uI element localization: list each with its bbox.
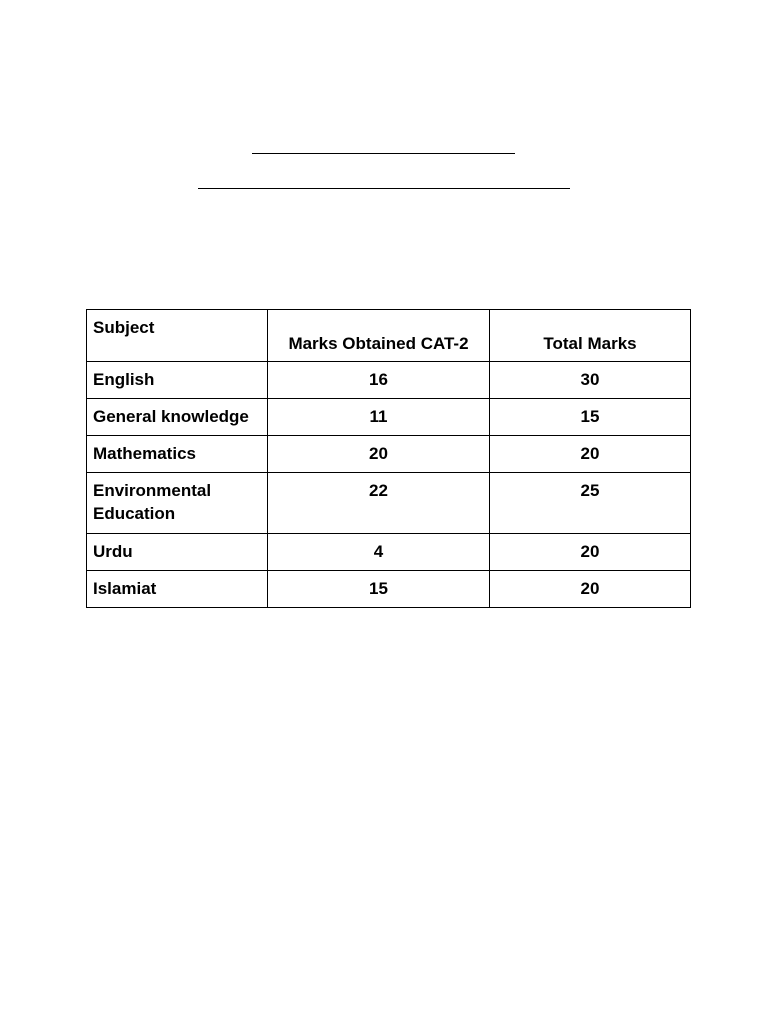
total-marks-cell: 20 [490,534,691,571]
total-marks-cell: 30 [490,362,691,399]
table-row [87,534,691,571]
table-row [87,362,691,399]
subject-cell: Environmental Education [87,473,268,534]
header-subject: Subject [87,310,268,362]
total-marks-cell: 25 [490,473,691,534]
total-marks-cell: 20 [490,436,691,473]
marks-obtained-cell: 22 [268,473,490,534]
total-marks-cell: 20 [490,571,691,608]
blank-subtitle-line [198,188,570,189]
marks-obtained-cell: 4 [268,534,490,571]
subject-cell: Mathematics [87,436,268,473]
table-row [87,399,691,436]
table-row [87,473,691,534]
table-row [87,436,691,473]
header-marks-obtained: Marks Obtained CAT-2 [268,310,490,362]
subject-cell: English [87,362,268,399]
marks-table [86,309,691,608]
table-header-row [87,310,691,362]
blank-title-line [252,153,515,154]
marks-obtained-cell: 16 [268,362,490,399]
marks-obtained-cell: 20 [268,436,490,473]
subject-cell: Urdu [87,534,268,571]
header-total-marks: Total Marks [490,310,691,362]
total-marks-cell: 15 [490,399,691,436]
subject-cell: Islamiat [87,571,268,608]
table-row [87,571,691,608]
marks-obtained-cell: 15 [268,571,490,608]
marks-obtained-cell: 11 [268,399,490,436]
subject-cell: General knowledge [87,399,268,436]
